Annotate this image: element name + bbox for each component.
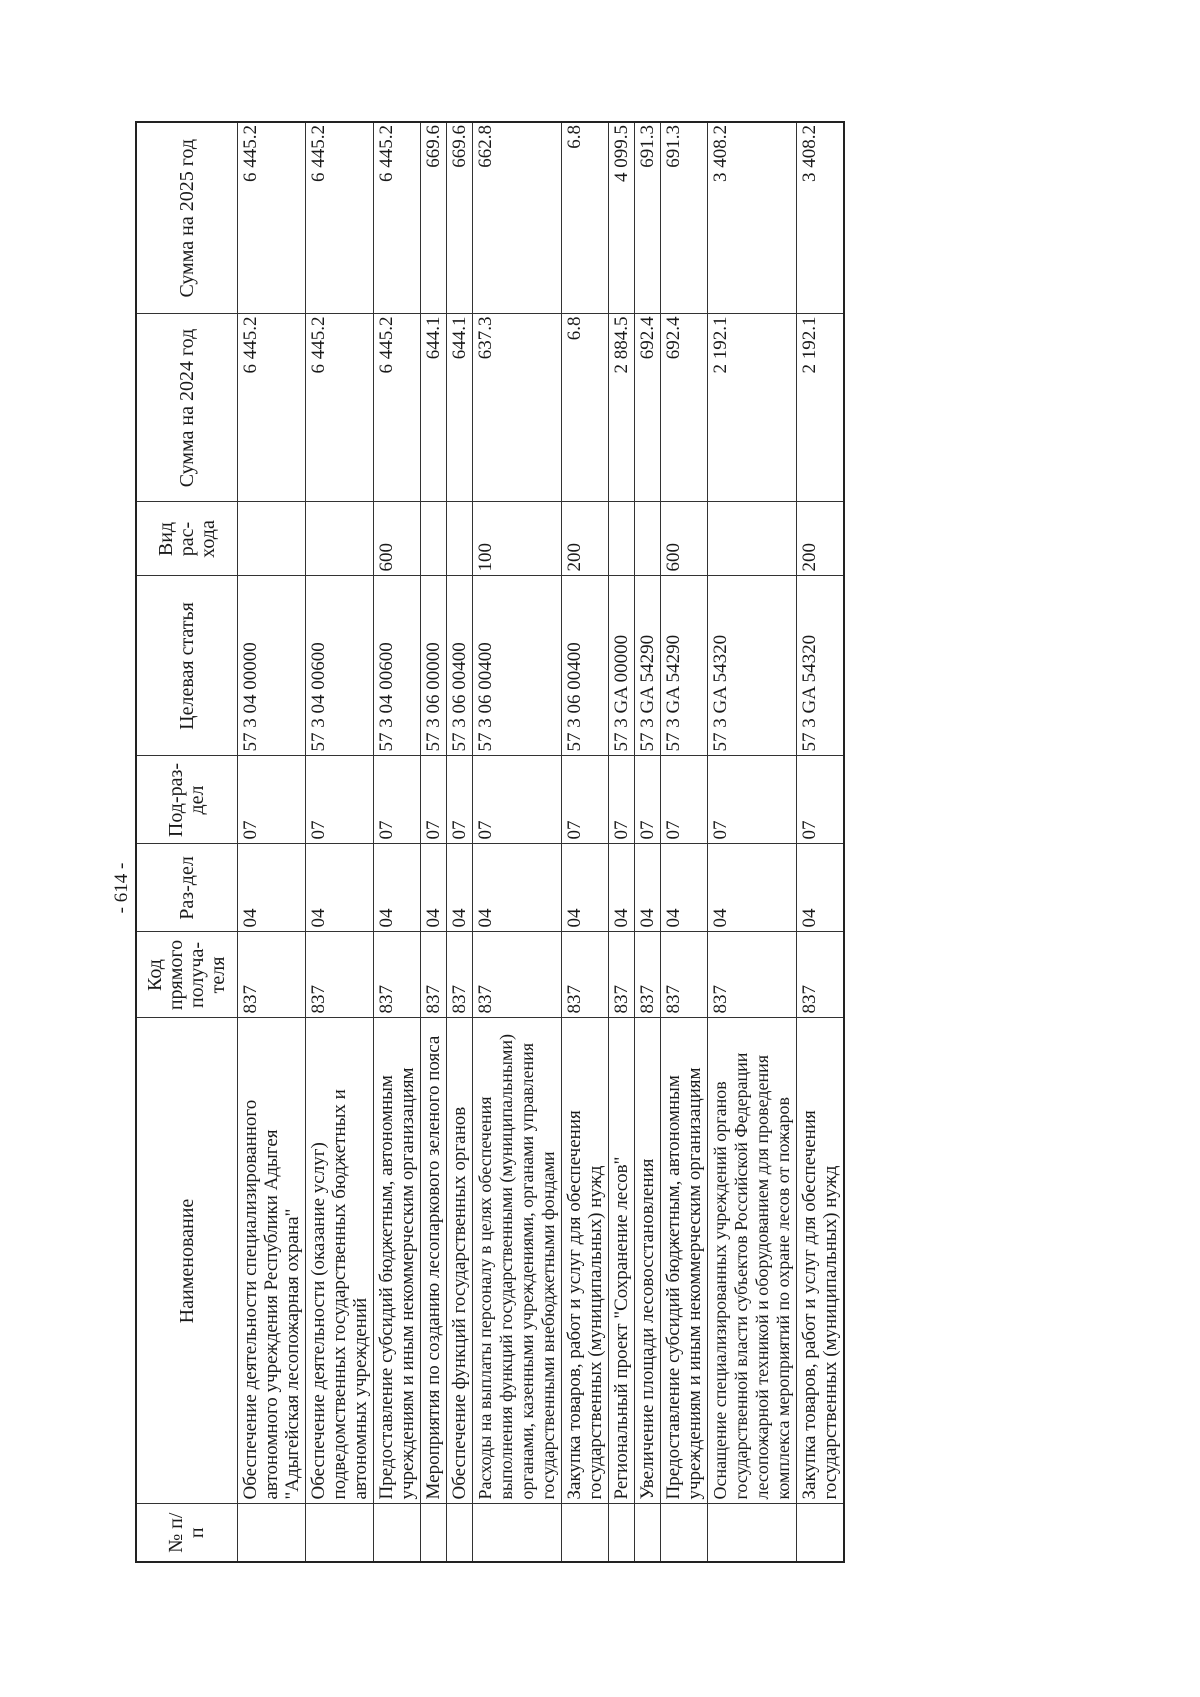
row-sum-2025: 4 099.5 — [609, 122, 635, 314]
row-name: Мероприятия по созданию лесопаркового зеленого пояса — [421, 1018, 447, 1504]
row-num — [609, 1504, 635, 1562]
row-section: 04 — [374, 844, 421, 932]
row-subsection: 07 — [708, 756, 797, 844]
row-expense-type: 200 — [562, 502, 609, 576]
row-target: 57 3 06 00400 — [473, 576, 562, 756]
col-sum-2024-header: Сумма на 2024 год — [136, 314, 238, 502]
table-row — [306, 122, 374, 1562]
row-sum-2025: 662.8 — [473, 122, 562, 314]
row-section: 04 — [238, 844, 306, 932]
col-subsection-header: Под-раз-дел — [136, 756, 238, 844]
row-subsection: 07 — [562, 756, 609, 844]
row-subsection: 07 — [306, 756, 374, 844]
row-target: 57 3 04 00600 — [374, 576, 421, 756]
table-row — [797, 122, 845, 1562]
col-num-header: № п/п — [136, 1504, 238, 1562]
row-code: 837 — [609, 932, 635, 1018]
budget-table — [135, 121, 845, 1563]
row-name: Закупка товаров, работ и услуг для обеспечения государственных (муниципальных) нужд — [797, 1018, 845, 1504]
row-num — [421, 1504, 447, 1562]
row-target: 57 3 06 00000 — [421, 576, 447, 756]
row-sum-2024: 644.1 — [421, 314, 447, 502]
row-sum-2025: 3 408.2 — [797, 122, 845, 314]
row-target: 57 3 04 00600 — [306, 576, 374, 756]
col-expense-type-header: Вид рас-хода — [136, 502, 238, 576]
row-subsection: 07 — [374, 756, 421, 844]
row-sum-2024: 644.1 — [447, 314, 473, 502]
row-sum-2024: 6 445.2 — [306, 314, 374, 502]
col-target-header: Целевая статья — [136, 576, 238, 756]
table-row — [374, 122, 421, 1562]
row-section: 04 — [708, 844, 797, 932]
row-sum-2024: 6 445.2 — [238, 314, 306, 502]
rotated-page — [135, 123, 1055, 1563]
row-target: 57 3 04 00000 — [238, 576, 306, 756]
row-sum-2024: 2 192.1 — [708, 314, 797, 502]
col-code-header: Код прямого получа-теля — [136, 932, 238, 1018]
row-sum-2025: 6 445.2 — [374, 122, 421, 314]
row-code: 837 — [635, 932, 661, 1018]
row-sum-2025: 691.3 — [661, 122, 708, 314]
row-expense-type — [708, 502, 797, 576]
page-number-text: - 614 - — [111, 862, 132, 914]
row-sum-2024: 2 884.5 — [609, 314, 635, 502]
row-name: Увеличение площади лесовосстановления — [635, 1018, 661, 1504]
row-sum-2024: 637.3 — [473, 314, 562, 502]
row-num — [562, 1504, 609, 1562]
table-row — [609, 122, 635, 1562]
table-row — [238, 122, 306, 1562]
row-sum-2024: 692.4 — [661, 314, 708, 502]
row-num — [238, 1504, 306, 1562]
row-code: 837 — [238, 932, 306, 1018]
table-row — [635, 122, 661, 1562]
table-row — [708, 122, 797, 1562]
row-expense-type — [609, 502, 635, 576]
row-sum-2025: 669.6 — [447, 122, 473, 314]
row-num — [306, 1504, 374, 1562]
row-target: 57 3 GA 54320 — [708, 576, 797, 756]
row-num — [635, 1504, 661, 1562]
col-name-header: Наименование — [136, 1018, 238, 1504]
row-sum-2024: 6.8 — [562, 314, 609, 502]
row-expense-type: 100 — [473, 502, 562, 576]
table-row — [562, 122, 609, 1562]
row-subsection: 07 — [661, 756, 708, 844]
row-section: 04 — [447, 844, 473, 932]
row-section: 04 — [421, 844, 447, 932]
row-sum-2025: 691.3 — [635, 122, 661, 314]
row-sum-2025: 6.8 — [562, 122, 609, 314]
row-sum-2025: 669.6 — [421, 122, 447, 314]
row-code: 837 — [306, 932, 374, 1018]
row-expense-type: 200 — [797, 502, 845, 576]
col-section-header: Раз-дел — [136, 844, 238, 932]
row-subsection: 07 — [473, 756, 562, 844]
row-section: 04 — [609, 844, 635, 932]
row-code: 837 — [661, 932, 708, 1018]
row-section: 04 — [306, 844, 374, 932]
row-expense-type: 600 — [661, 502, 708, 576]
row-expense-type: 600 — [374, 502, 421, 576]
row-sum-2024: 2 192.1 — [797, 314, 845, 502]
row-num — [473, 1504, 562, 1562]
row-target: 57 3 GA 00000 — [609, 576, 635, 756]
row-code: 837 — [447, 932, 473, 1018]
row-name: Предоставление субсидий бюджетным, автономным учреждениям и иным некоммерческим организациям — [374, 1018, 421, 1504]
row-sum-2025: 3 408.2 — [708, 122, 797, 314]
row-name: Расходы на выплаты персоналу в целях обеспечения выполнения функций государственными (муниципальными) органами, казенными учреждениями, органами управления государственными внебюджетными фондами — [473, 1018, 562, 1504]
row-num — [374, 1504, 421, 1562]
row-name: Обеспечение деятельности (оказание услуг) подведомственных государственных бюджетных и автономных учреждений — [306, 1018, 374, 1504]
row-name: Обеспечение функций государственных органов — [447, 1018, 473, 1504]
table-row — [447, 122, 473, 1562]
row-sum-2025: 6 445.2 — [306, 122, 374, 314]
row-target: 57 3 GA 54290 — [635, 576, 661, 756]
row-subsection: 07 — [238, 756, 306, 844]
row-name: Предоставление субсидий бюджетным, автономным учреждениям и иным некоммерческим организациям — [661, 1018, 708, 1504]
row-code: 837 — [421, 932, 447, 1018]
row-code: 837 — [708, 932, 797, 1018]
row-section: 04 — [661, 844, 708, 932]
row-section: 04 — [797, 844, 845, 932]
row-subsection: 07 — [635, 756, 661, 844]
col-sum-2025-header: Сумма на 2025 год — [136, 122, 238, 314]
row-subsection: 07 — [797, 756, 845, 844]
row-section: 04 — [635, 844, 661, 932]
row-num — [447, 1504, 473, 1562]
row-code: 837 — [797, 932, 845, 1018]
table-row — [661, 122, 708, 1562]
row-code: 837 — [473, 932, 562, 1018]
row-name: Оснащение специализированных учреждений органов государственной власти субъектов Российской Федерации лесопожарной техникой и оборудованием для проведения комплекса мероприятий по охране лесов от пожаров — [708, 1018, 797, 1504]
row-sum-2024: 692.4 — [635, 314, 661, 502]
row-target: 57 3 06 00400 — [447, 576, 473, 756]
row-num — [797, 1504, 845, 1562]
row-section: 04 — [562, 844, 609, 932]
table-row — [473, 122, 562, 1562]
row-section: 04 — [473, 844, 562, 932]
row-name: Региональный проект "Сохранение лесов" — [609, 1018, 635, 1504]
row-sum-2025: 6 445.2 — [238, 122, 306, 314]
row-expense-type — [306, 502, 374, 576]
table-row — [421, 122, 447, 1562]
header-row — [136, 122, 238, 1562]
row-expense-type — [238, 502, 306, 576]
row-expense-type — [421, 502, 447, 576]
row-code: 837 — [374, 932, 421, 1018]
row-name: Закупка товаров, работ и услуг для обеспечения государственных (муниципальных) нужд — [562, 1018, 609, 1504]
row-expense-type — [447, 502, 473, 576]
row-num — [661, 1504, 708, 1562]
row-num — [708, 1504, 797, 1562]
row-code: 837 — [562, 932, 609, 1018]
row-expense-type — [635, 502, 661, 576]
row-name: Обеспечение деятельности специализированного автономного учреждения Республики Адыгея "Адыгейская лесопожарная охрана" — [238, 1018, 306, 1504]
row-subsection: 07 — [447, 756, 473, 844]
row-target: 57 3 GA 54290 — [661, 576, 708, 756]
page-number — [112, 848, 132, 928]
row-target: 57 3 GA 54320 — [797, 576, 845, 756]
row-sum-2024: 6 445.2 — [374, 314, 421, 502]
row-subsection: 07 — [609, 756, 635, 844]
row-target: 57 3 06 00400 — [562, 576, 609, 756]
row-subsection: 07 — [421, 756, 447, 844]
